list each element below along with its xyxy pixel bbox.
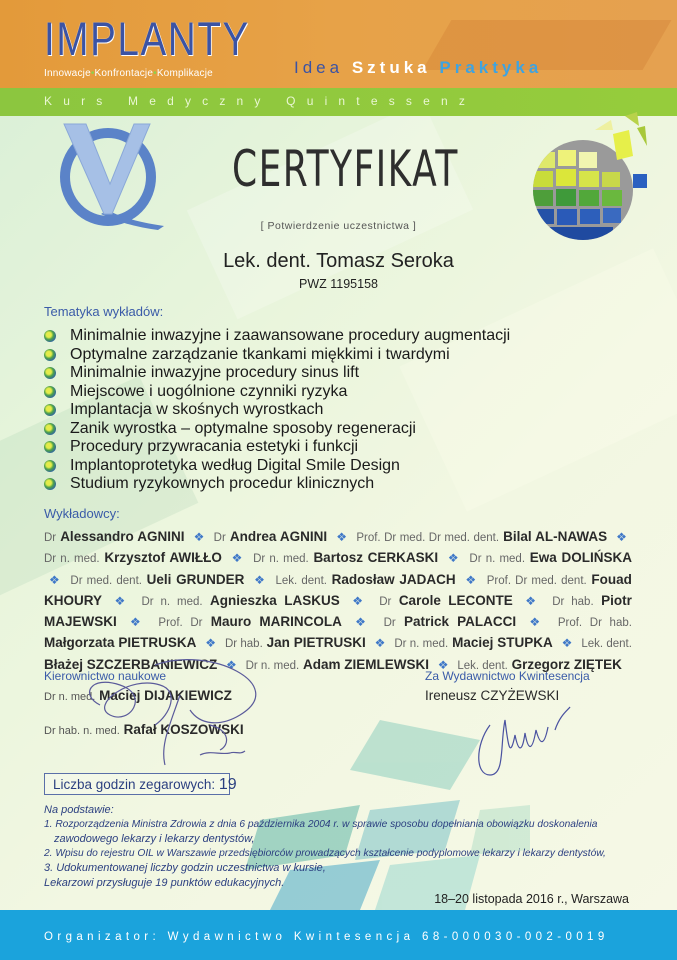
lecturer-name: Bartosz CERKASKI xyxy=(313,550,439,566)
brand-subtitle-part: Innowacje xyxy=(44,68,91,79)
topic-text: Studium ryzykownych procedur klinicznych xyxy=(70,475,375,492)
footer-bar xyxy=(0,910,677,960)
topic-text: Optymalne zarządzanie tkankami miękkimi i twardymi xyxy=(70,345,450,363)
topic-text: Minimalnie inwazyjne procedury sinus lift xyxy=(70,364,360,381)
lecturer-name: Patrick PALACCI xyxy=(403,614,517,630)
basis-line: Lekarzowi przysługuje 19 punktów edukacyjnych. xyxy=(44,876,285,889)
topic-item xyxy=(44,364,510,383)
diamond-separator-icon: ❖ xyxy=(226,657,237,672)
lecturer-title: Dr hab. xyxy=(224,638,263,651)
dot-separator: • xyxy=(90,68,95,79)
hours-label: Liczba godzin zegarowych: xyxy=(53,777,216,792)
diamond-separator-icon: ❖ xyxy=(352,593,367,608)
basis-line: 3. Udokumentowanej liczby godzin uczestnictwa w kursie, xyxy=(44,862,326,875)
diamond-separator-icon: ❖ xyxy=(49,572,61,587)
diamond-separator-icon: ❖ xyxy=(254,572,266,587)
course-name: Kurs Medyczny Quintessenz xyxy=(44,94,477,108)
person-name: Ireneusz CZYŻEWSKI xyxy=(425,688,560,703)
brand-subtitle xyxy=(44,68,213,79)
globe-bullet-icon xyxy=(44,460,56,472)
topic-text: Minimalnie inwazyjne i zaawansowane procedury augmentacji xyxy=(70,327,511,344)
lecturer-title: Dr xyxy=(379,595,392,608)
lecturer-name: Ueli GRUNDER xyxy=(146,571,245,587)
lecturer-name: Grzegorz ZIĘTEK xyxy=(511,656,622,672)
topic-text: Implantacja w skośnych wyrostkach xyxy=(70,401,324,418)
topics-label: Tematyka wykładów: xyxy=(44,304,164,319)
person-name: Maciej DIJAKIEWICZ xyxy=(99,688,232,703)
basis-line: 2. Wpisu do rejestru OIL w Warszawie przedsiębiorców prowadzących kształcenie podyplomowe lekarzy i lekarzy dentystów, xyxy=(44,847,606,859)
lecturer-name: Carole LECONTE xyxy=(398,592,513,608)
globe-bullet-icon xyxy=(44,367,56,379)
lecturer-title: Dr n. med. xyxy=(245,659,300,672)
diamond-separator-icon: ❖ xyxy=(561,636,573,651)
scientific-direction-label: Kierownictwo naukowe xyxy=(44,669,167,683)
topic-text: Procedury przywracania estetyki i funkcji xyxy=(70,438,359,455)
header-banner xyxy=(0,0,677,88)
person-title: Dr n. med. xyxy=(44,691,96,703)
lecturer-title: Prof. Dr med. Dr med. dent. xyxy=(356,532,500,544)
diamond-separator-icon: ❖ xyxy=(231,551,244,566)
organizer-text: Organizator: Wydawnictwo Kwintesencja 68-000030-002-0019 xyxy=(44,931,609,943)
lecturer-title: Dr xyxy=(383,617,396,630)
lecturer-name: Alessandro AGNINI xyxy=(60,529,185,544)
hours-box xyxy=(44,773,237,795)
basis-label: Na podstawie: xyxy=(44,804,114,816)
tagline-idea: Idea xyxy=(294,58,344,77)
diamond-separator-icon: ❖ xyxy=(447,551,460,566)
lecturer-name: Adam ZIEMLEWSKI xyxy=(303,656,430,672)
topic-item xyxy=(44,346,510,365)
diamond-separator-icon: ❖ xyxy=(355,615,371,630)
globe-bullet-icon xyxy=(44,404,56,416)
lecturer-name: Bilal AL-NAWAS xyxy=(503,529,608,544)
person-name: Rafał KOSZOWSKI xyxy=(123,722,244,737)
topic-item xyxy=(44,383,510,402)
lecturer-name: Radosław JADACH xyxy=(331,571,456,587)
lecturer-title: Lek. dent. xyxy=(457,659,508,672)
person-title: Dr hab. n. med. xyxy=(44,725,120,737)
lecturer-title: Dr hab. xyxy=(552,595,594,608)
globe-bullet-icon xyxy=(44,330,56,342)
lecturer-name: Andrea AGNINI xyxy=(229,529,328,544)
globe-bullet-icon xyxy=(44,478,56,490)
diamond-separator-icon: ❖ xyxy=(525,593,540,608)
lecturer-title: Lek. dent. xyxy=(581,638,632,651)
lecturer-title: Lek. dent. xyxy=(275,574,327,587)
lecturer-title: Dr xyxy=(213,532,226,544)
diamond-separator-icon: ❖ xyxy=(465,572,478,587)
topic-item xyxy=(44,401,510,420)
certificate-title: CERTYFIKAT xyxy=(232,140,459,198)
diamond-separator-icon: ❖ xyxy=(529,615,545,630)
lecturers-label: Wykładowcy: xyxy=(44,506,120,521)
lecturer-title: Dr xyxy=(44,532,57,544)
diamond-separator-icon: ❖ xyxy=(205,636,217,651)
diamond-separator-icon: ❖ xyxy=(374,636,386,651)
lecturer-name: Ewa DOLIŃSKA xyxy=(529,550,633,566)
qv-logo-icon xyxy=(46,122,171,230)
lecturer-title: Prof. Dr med. dent. xyxy=(486,574,587,587)
lecturer-name: Piotr MAJEWSKI xyxy=(44,592,632,630)
recipient-name: Lek. dent. Tomasz Seroka xyxy=(223,250,454,272)
lecturer-name: Błażej SZCZERBANIEWICZ xyxy=(44,656,218,672)
basis-line: zawodowego lekarzy i lekarzy dentystów, xyxy=(54,833,255,846)
lecturer-title: Dr n. med. xyxy=(469,553,526,566)
legal-basis xyxy=(44,803,606,891)
brand-subtitle-part: Komplikacje xyxy=(156,68,213,79)
topic-item xyxy=(44,327,510,346)
lecturer-name: Jan PIETRUSKI xyxy=(266,635,366,651)
publisher-label: Za Wydawnictwo Kwintesencja xyxy=(425,669,590,683)
globe-bullet-icon xyxy=(44,349,56,361)
topic-item xyxy=(44,457,510,476)
diamond-separator-icon: ❖ xyxy=(193,530,205,544)
lecturer-title: Dr n. med. xyxy=(253,553,309,566)
brand-title: IMPLANTY xyxy=(44,12,250,65)
globe-bullet-icon xyxy=(44,423,56,435)
lecturer-name: Mauro MARINCOLA xyxy=(210,614,342,630)
lecturer-name: Fouad KHOURY xyxy=(44,571,632,608)
topic-text: Zanik wyrostka – optymalne sposoby regeneracji xyxy=(70,419,416,437)
lecturer-title: Dr med. dent. xyxy=(70,574,142,587)
brand-subtitle-part: Konfrontacje xyxy=(94,68,154,79)
topics-list xyxy=(44,327,510,494)
tagline-praktyka: Praktyka xyxy=(439,58,543,77)
lecturers-list xyxy=(44,527,632,676)
topic-text: Implantoprotetyka według Digital Smile Design xyxy=(70,456,400,474)
lecturer-title: Prof. Dr xyxy=(158,617,203,630)
lecturer-title: Prof. Dr hab. xyxy=(557,617,632,630)
lecturer-name: Małgorzata PIETRUSKA xyxy=(44,635,197,651)
signature-scientific xyxy=(60,655,270,770)
tagline-sztuka: Sztuka xyxy=(351,58,431,77)
topic-item xyxy=(44,438,510,457)
topic-text: Miejscowe i uogólnione czynniki ryzyka xyxy=(70,382,348,400)
signature-publisher xyxy=(470,705,580,780)
tagline xyxy=(294,58,542,78)
diamond-separator-icon: ❖ xyxy=(437,657,449,672)
diamond-separator-icon: ❖ xyxy=(129,615,146,630)
date-place: 18–20 listopada 2016 r., Warszawa xyxy=(434,892,629,906)
certificate-subtitle: [ Potwierdzenie uczestnictwa ] xyxy=(260,220,417,232)
diamond-separator-icon: ❖ xyxy=(616,530,627,544)
dot-separator: • xyxy=(153,68,157,79)
hours-value: 19 xyxy=(218,776,237,793)
diamond-separator-icon: ❖ xyxy=(336,530,348,544)
topic-item xyxy=(44,475,510,494)
globe-bullet-icon xyxy=(44,441,56,453)
lecturer-name: Maciej STUPKA xyxy=(452,635,553,651)
basis-line: 1. Rozporządzenia Ministra Zdrowia z dnia 6 października 2004 r. w sprawie sposobu dopełniania obowiązku doskonalenia xyxy=(44,818,598,830)
lecturer-name: Agnieszka LASKUS xyxy=(210,592,340,608)
lecturer-name: Krzysztof AWIŁŁO xyxy=(104,550,222,566)
lecturer-title: Dr n. med. xyxy=(44,553,100,566)
topic-item xyxy=(44,420,510,439)
publisher-representative xyxy=(425,688,559,703)
diamond-separator-icon: ❖ xyxy=(114,593,129,608)
globe-bullet-icon xyxy=(44,386,56,398)
lecturer-title: Dr n. med. xyxy=(141,595,203,608)
recipient-pwz: PWZ 1195158 xyxy=(299,277,378,291)
lecturer-title: Dr n. med. xyxy=(394,638,449,651)
